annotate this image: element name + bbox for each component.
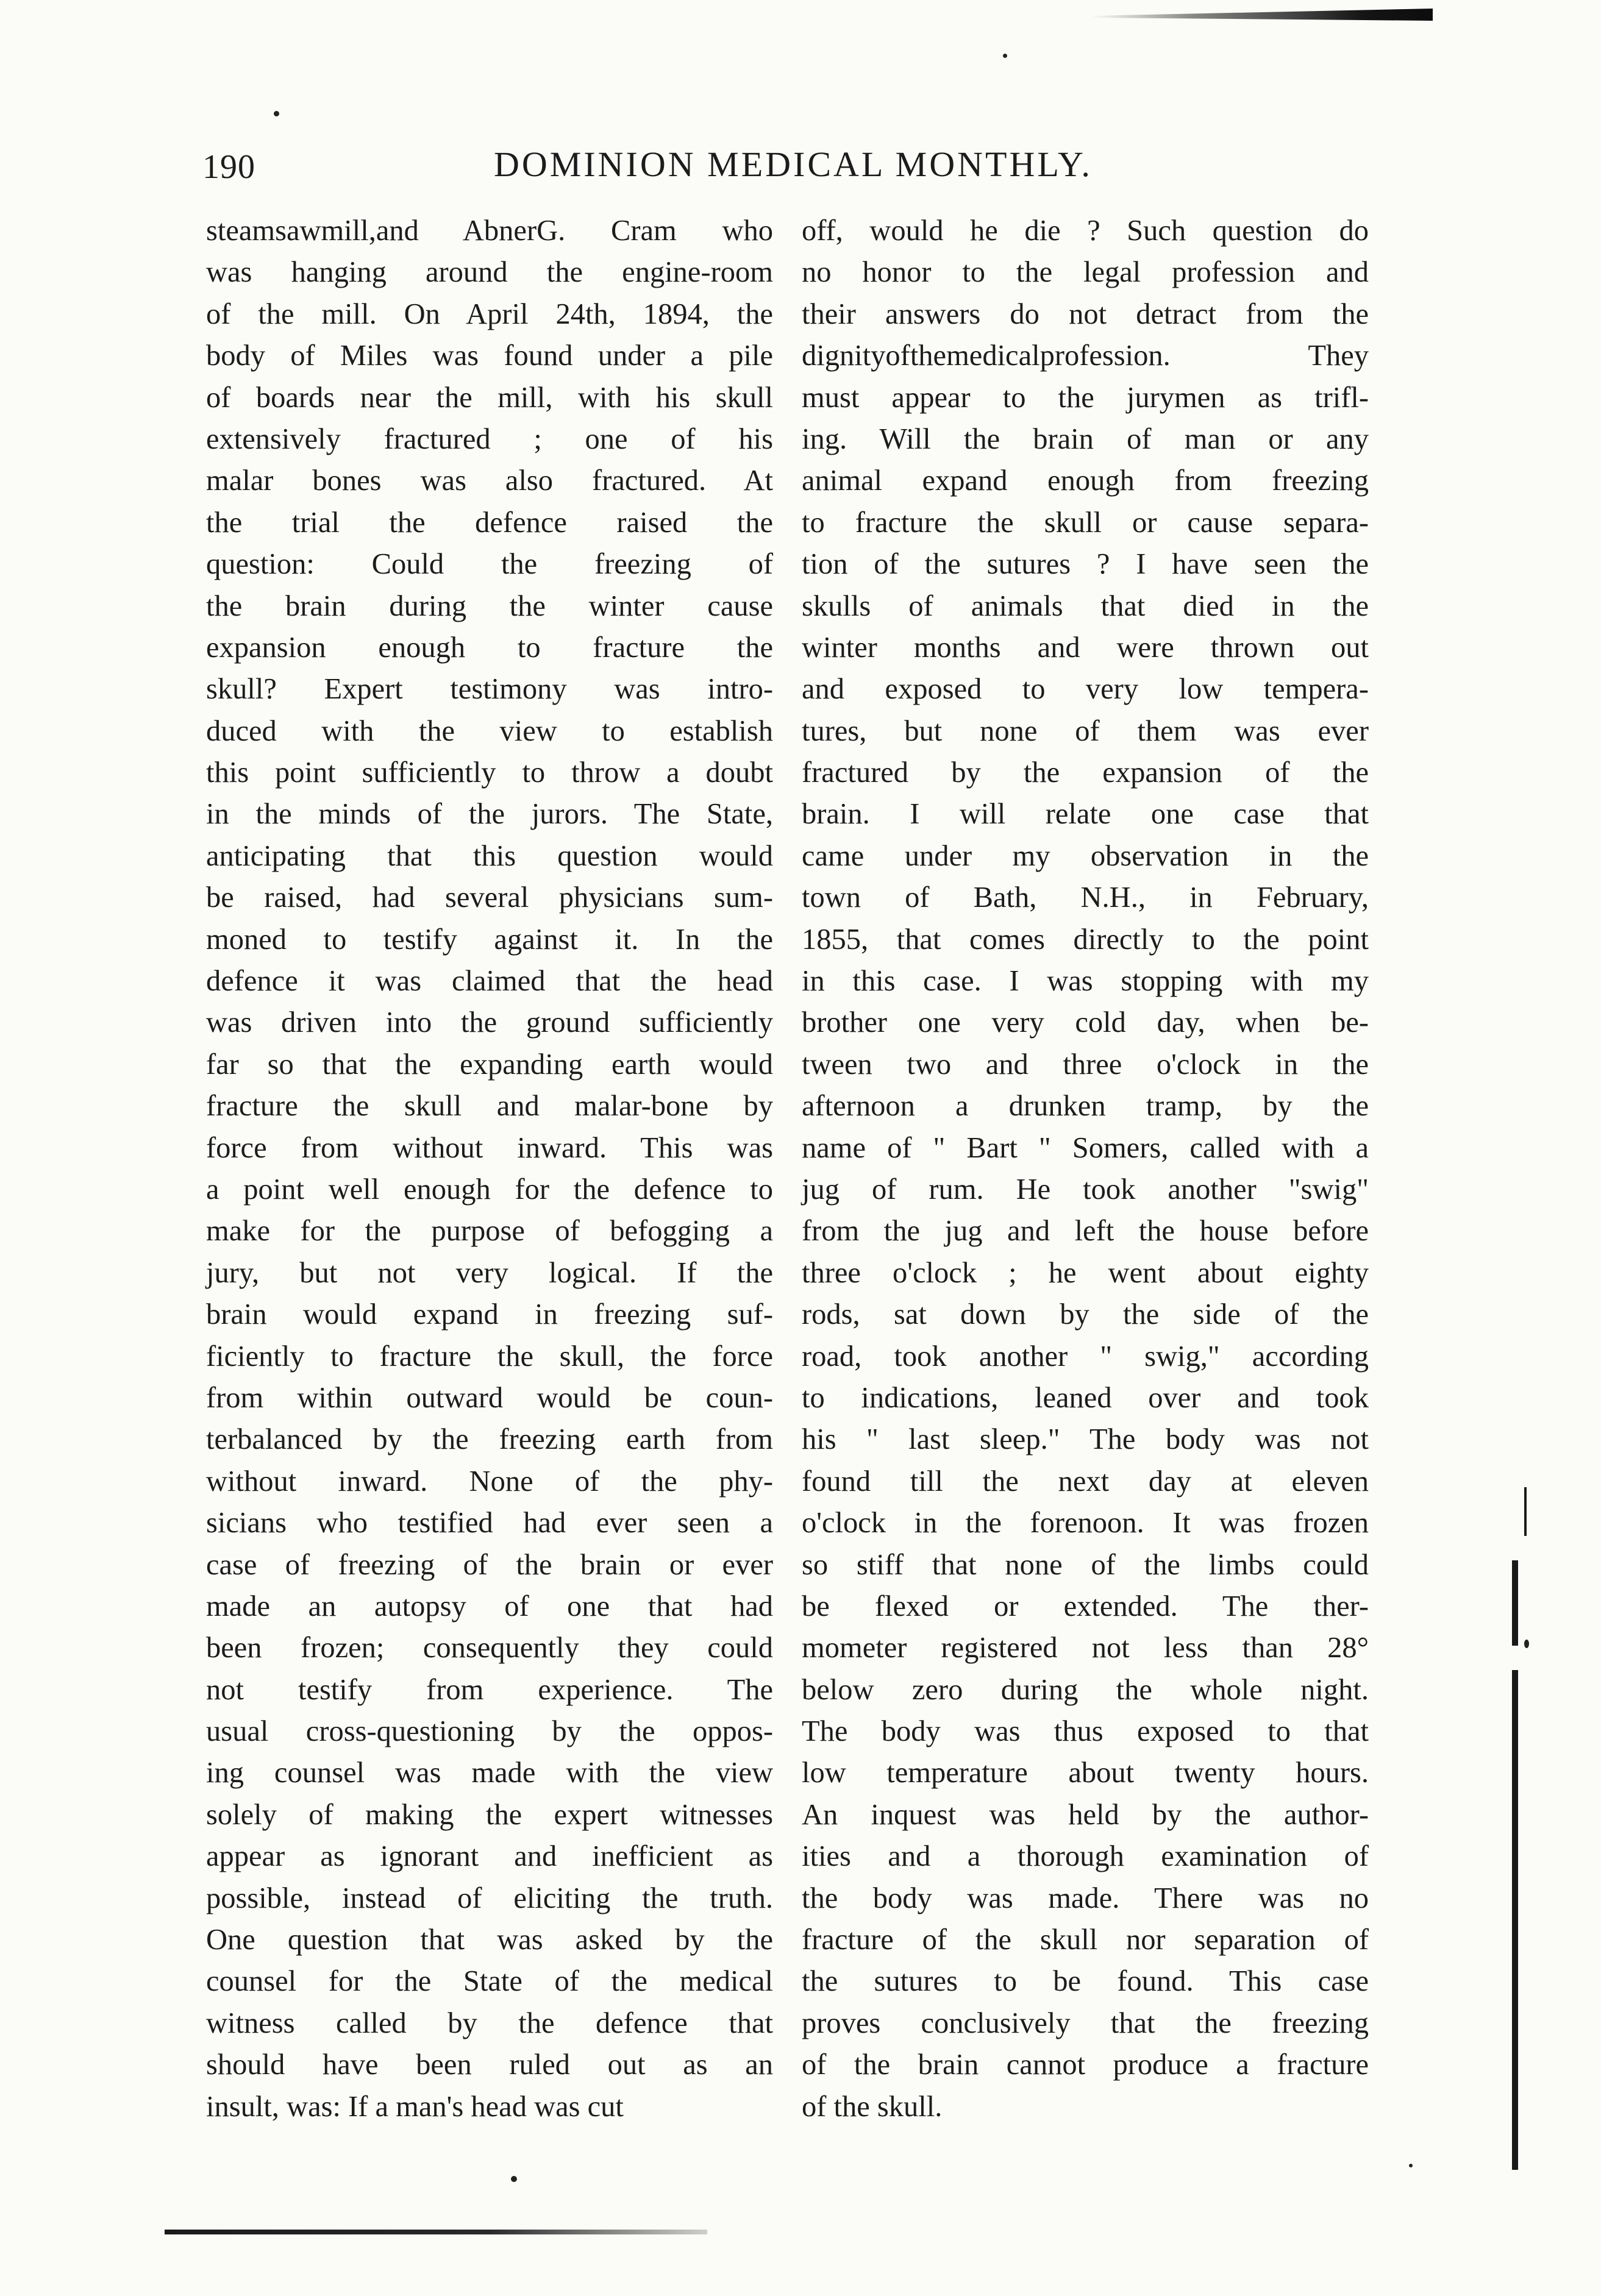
text-line: An inquest was held by the author- [802,1798,1369,1831]
text-line: o'clock in the forenoon. It was frozen [802,1507,1369,1540]
running-head: DOMINION MEDICAL MONTHLY. [494,144,1093,184]
text-line: terbalanced by the freezing earth from [206,1423,773,1456]
text-line: solely of making the expert witnesses [206,1798,773,1831]
text-line: counsel for the State of the medical [206,1965,773,1998]
text-line: of the brain cannot produce a fracture [802,2049,1369,2081]
text-line: in this case. I was stopping with my [802,965,1369,998]
text-line: fractured by the expansion of the [802,756,1369,789]
text-line: afternoon a drunken tramp, by the [802,1090,1369,1123]
text-line: expansion enough to fracture the [206,631,773,664]
text-line: must appear to the jurymen as trifl- [802,381,1369,414]
text-line: case of freezing of the brain or ever [206,1548,773,1581]
text-line: ing counsel was made with the view [206,1757,773,1790]
text-line: from within outward would be coun- [206,1381,773,1414]
text-line: the sutures to be found. This case [802,1965,1369,1998]
text-line: brother one very cold day, when be- [802,1006,1369,1039]
text-line: brain. I will relate one case that [802,798,1369,831]
text-line: possible, instead of eliciting the truth. [206,1882,773,1914]
text-line: proves conclusively that the freezing [802,2006,1369,2039]
text-line: no honor to the legal profession and [802,256,1369,289]
text-line: to fracture the skull or cause separa- [802,506,1369,539]
text-line: jury, but not very logical. If the [206,1256,773,1289]
text-line: brain would expand in freezing suf- [206,1298,773,1331]
text-line: from the jug and left the house before [802,1215,1369,1248]
text-line: skull? Expert testimony was intro- [206,673,773,706]
text-line: winter months and were thrown out [802,631,1369,664]
text-line: One question that was asked by the [206,1924,773,1957]
text-line: not testify from experience. The [206,1673,773,1706]
text-line: be raised, had several physicians sum- [206,881,773,914]
text-line: anticipating that this question would [206,839,773,872]
text-line: body of Miles was found under a pile [206,339,773,372]
margin-scan-mark [1524,1487,1527,1536]
text-line: fracture of the skull nor separation of [802,1924,1369,1957]
text-line: the brain during the winter cause [206,589,773,622]
text-line: a point well enough for the defence to [206,1173,773,1206]
text-line: tion of the sutures ? I have seen the [802,548,1369,581]
text-line: far so that the expanding earth would [206,1048,773,1081]
text-line: ficiently to fracture the skull, the force [206,1340,773,1373]
text-line: malar bones was also fractured. At [206,464,773,497]
text-line: made an autopsy of one that had [206,1590,773,1622]
page-number: 190 [202,148,255,186]
text-line: the body was made. There was no [802,1882,1369,1914]
text-line: defence it was claimed that the head [206,965,773,998]
text-line: steamsawmill,and AbnerG. Cram who [206,215,773,247]
text-line: insult, was: If a man's head was cut [206,2090,624,2123]
bottom-printed-rule [165,2230,707,2234]
text-line: below zero during the whole night. [802,1673,1369,1706]
text-line: to indications, leaned over and took [802,1381,1369,1414]
scan-speck [1409,2164,1413,2167]
text-line: should have been ruled out as an [206,2049,773,2081]
text-line: off, would he die ? Such question do [802,215,1369,247]
text-line: force from without inward. This was [206,1131,773,1164]
text-line: came under my observation in the [802,839,1369,872]
text-line: tween two and three o'clock in the [802,1048,1369,1081]
text-line: jug of rum. He took another "swig" [802,1173,1369,1206]
text-line: witness called by the defence that [206,2006,773,2039]
text-line: three o'clock ; he went about eighty [802,1256,1369,1289]
text-line: moned to testify against it. In the [206,923,773,956]
text-line: extensively fractured ; one of his [206,422,773,455]
text-line: mometer registered not less than 28° [802,1632,1369,1665]
text-line: ities and a thorough examination of [802,1840,1369,1873]
text-line: been frozen; consequently they could [206,1632,773,1665]
text-line: was driven into the ground sufficiently [206,1006,773,1039]
text-line: was hanging around the engine-room [206,256,773,289]
text-line: so stiff that none of the limbs could [802,1548,1369,1581]
text-line: name of " Bart " Somers, called with a [802,1131,1369,1164]
left-text-column [206,210,773,2128]
text-line: be flexed or extended. The ther- [802,1590,1369,1622]
text-line: their answers do not detract from the [802,297,1369,330]
text-line: without inward. None of the phy- [206,1465,773,1498]
text-line: tures, but none of them was ever [802,714,1369,747]
text-line: fracture the skull and malar-bone by [206,1090,773,1123]
text-line: duced with the view to establish [206,714,773,747]
text-line: and exposed to very low tempera- [802,673,1369,706]
text-line: dignityofthemedicalprofession. They [802,339,1369,372]
text-line: usual cross-questioning by the oppos- [206,1715,773,1748]
text-line: appear as ignorant and inefficient as [206,1840,773,1873]
text-line: of the skull. [802,2090,943,2123]
margin-scan-mark [1512,1670,1518,2170]
text-line: his " last sleep." The body was not [802,1423,1369,1456]
text-line: sicians who testified had ever seen a [206,1507,773,1540]
text-line: rods, sat down by the side of the [802,1298,1369,1331]
scan-speck [1003,54,1007,58]
text-line: skulls of animals that died in the [802,589,1369,622]
text-line: animal expand enough from freezing [802,464,1369,497]
text-line: low temperature about twenty hours. [802,1757,1369,1790]
text-line: in the minds of the jurors. The State, [206,798,773,831]
text-line: the trial the defence raised the [206,506,773,539]
right-text-column [802,210,1369,2128]
text-line: of the mill. On April 24th, 1894, the [206,297,773,330]
text-line: The body was thus exposed to that [802,1715,1369,1748]
scan-speck [511,2176,517,2182]
scan-speck [274,111,279,116]
text-line: make for the purpose of befogging a [206,1215,773,1248]
text-line: found till the next day at eleven [802,1465,1369,1498]
text-line: ing. Will the brain of man or any [802,422,1369,455]
text-line: this point sufficiently to throw a doubt [206,756,773,789]
margin-scan-mark [1512,1560,1518,1646]
text-line: town of Bath, N.H., in February, [802,881,1369,914]
text-line: road, took another " swig," according [802,1340,1369,1373]
top-printed-rule [1091,9,1433,21]
text-line: 1855, that comes directly to the point [802,923,1369,956]
scan-speck [1524,1640,1529,1648]
text-line: question: Could the freezing of [206,548,773,581]
text-line: of boards near the mill, with his skull [206,381,773,414]
